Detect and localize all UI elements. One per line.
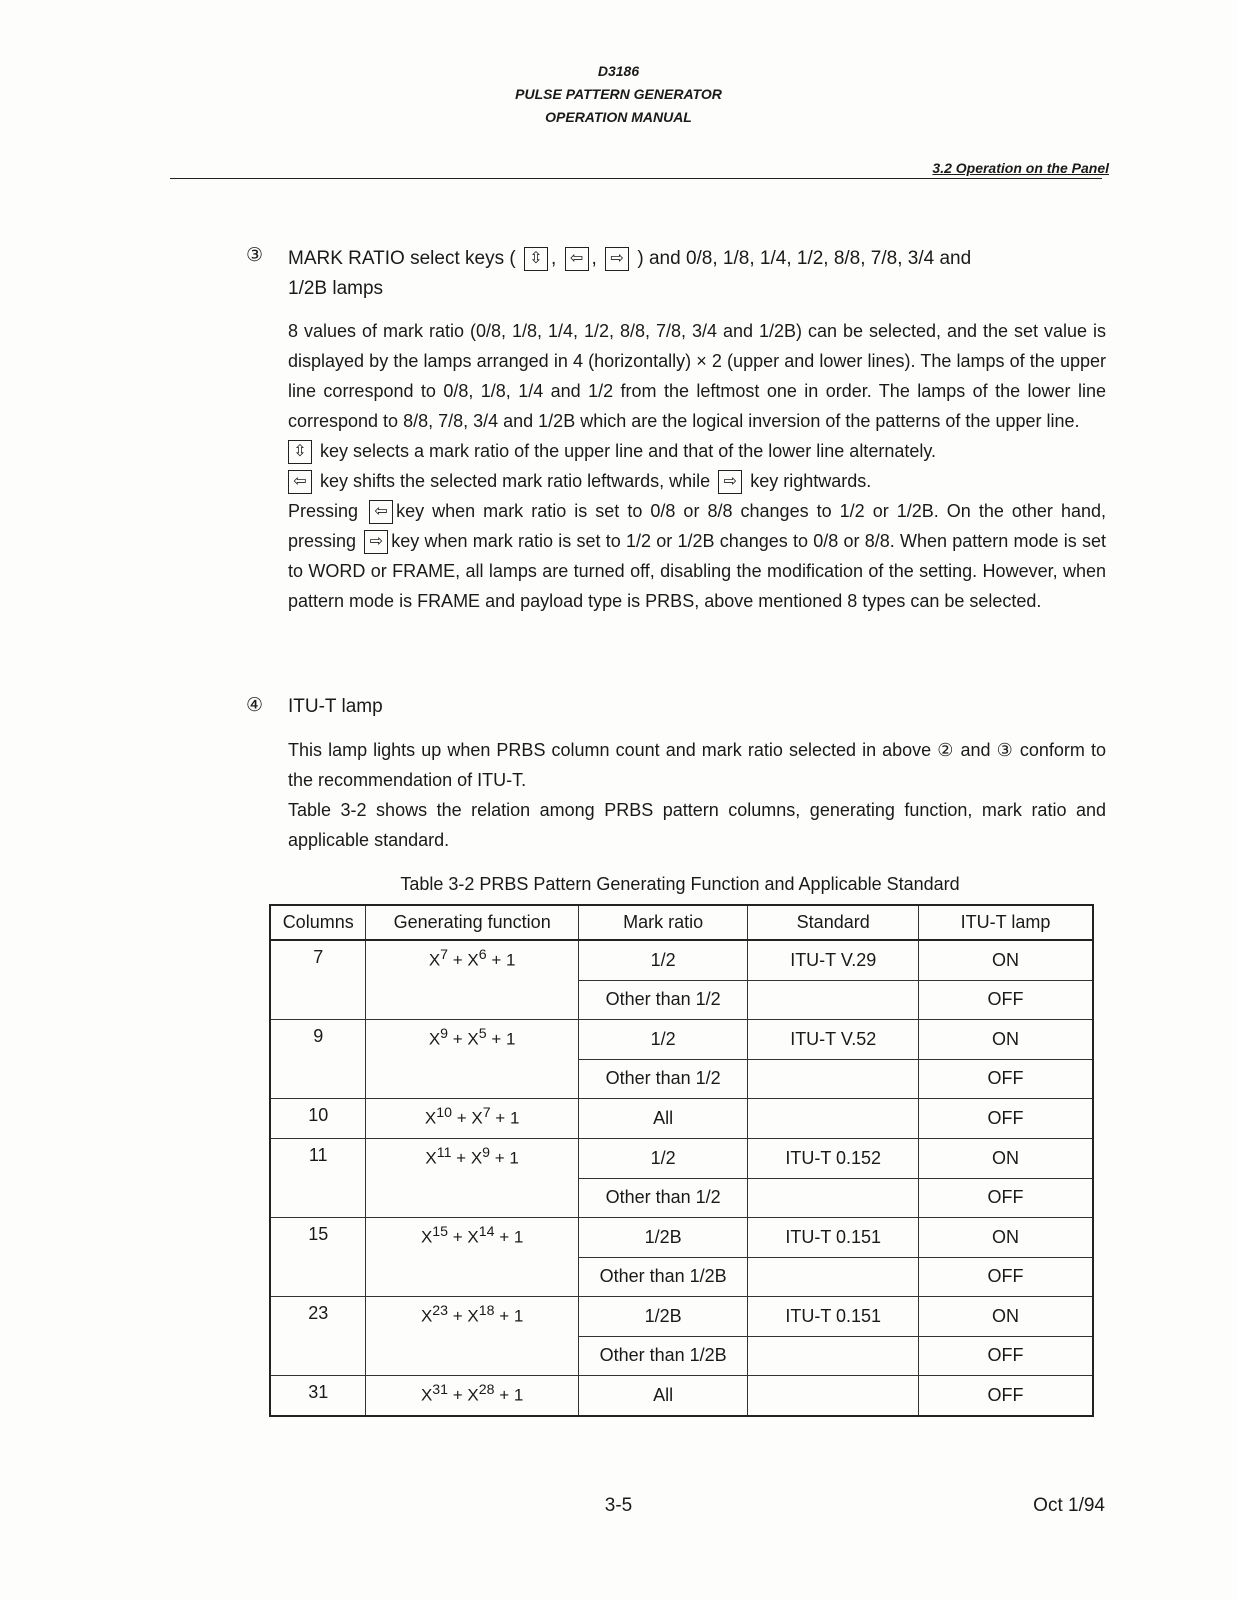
table-row <box>270 1139 1093 1179</box>
itu-t-lamp-cell: ON <box>919 1139 1093 1179</box>
standard-cell: ITU-T 0.151 <box>748 1297 919 1337</box>
itu-t-lamp-cell: OFF <box>919 1257 1093 1297</box>
item-3-title-start: MARK RATIO select keys ( <box>288 248 516 269</box>
right-arrow-key-icon: ⇨ <box>364 530 388 554</box>
itu-t-lamp-cell: OFF <box>919 980 1093 1020</box>
columns-cell <box>270 980 366 1020</box>
item-3-number: ③ <box>246 245 264 266</box>
table-row <box>270 1336 1093 1376</box>
revision-date: Oct 1/94 <box>1033 1495 1105 1516</box>
mark-ratio-cell: 1/2 <box>578 940 748 980</box>
standard-cell <box>748 980 919 1020</box>
updown-key-description: ⇳ key selects a mark ratio of the upper line and that of the lower line alternately. <box>288 436 1106 466</box>
generating-function-cell: $X^{15} + X^{14} + 1$ <box>366 1218 579 1258</box>
item-4-paragraph-1: This lamp lights up when PRBS column count and mark ratio selected in above ② and ③ conform to the recommendation of ITU-T. <box>288 740 1106 790</box>
standard-cell <box>748 1336 919 1376</box>
generating-function-cell: $X^{11} + X^9 + 1$ <box>366 1139 579 1179</box>
table-row <box>270 1020 1093 1060</box>
table-row <box>270 940 1093 980</box>
table-row <box>270 1178 1093 1218</box>
column-header: Columns <box>270 905 366 940</box>
up-down-arrow-key-icon: ⇳ <box>288 440 312 464</box>
product-name: PULSE PATTERN GENERATOR <box>515 86 722 102</box>
generating-function-cell <box>366 1257 579 1297</box>
left-right-key-description: ⇦ key shifts the selected mark ratio leftwards, while ⇨ key rightwards. <box>288 466 1106 496</box>
document-header <box>0 60 1237 129</box>
mark-ratio-cell: All <box>578 1376 748 1417</box>
itu-t-lamp-cell: OFF <box>919 1099 1093 1139</box>
header-rule <box>170 178 1102 179</box>
generating-function-cell: $X^9 + X^5 + 1$ <box>366 1020 579 1060</box>
prbs-table <box>269 904 1094 1417</box>
item-4-body <box>288 735 1106 855</box>
itu-t-lamp-cell: OFF <box>919 1376 1093 1417</box>
mark-ratio-cell: Other than 1/2 <box>578 1059 748 1099</box>
mark-ratio-cell: 1/2 <box>578 1020 748 1060</box>
columns-cell <box>270 1059 366 1099</box>
table-row <box>270 1297 1093 1337</box>
manual-name: OPERATION MANUAL <box>545 109 692 125</box>
itu-t-lamp-cell: OFF <box>919 1336 1093 1376</box>
generating-function-cell: $X^{23} + X^{18} + 1$ <box>366 1297 579 1337</box>
table-row <box>270 1099 1093 1139</box>
table-row <box>270 980 1093 1020</box>
left-arrow-key-icon: ⇦ <box>565 247 589 271</box>
standard-cell: ITU-T 0.151 <box>748 1218 919 1258</box>
itu-t-lamp-cell: ON <box>919 1297 1093 1337</box>
item-4-title: ITU-T lamp <box>288 696 383 717</box>
generating-function-cell <box>366 980 579 1020</box>
table-row <box>270 1218 1093 1258</box>
columns-cell: 9 <box>270 1020 366 1060</box>
mark-ratio-cell: Other than 1/2B <box>578 1336 748 1376</box>
mark-ratio-cell: 1/2B <box>578 1218 748 1258</box>
mark-ratio-cell: Other than 1/2 <box>578 1178 748 1218</box>
mark-ratio-cell: All <box>578 1099 748 1139</box>
itu-t-lamp-cell: ON <box>919 940 1093 980</box>
standard-cell <box>748 1376 919 1417</box>
column-header: Mark ratio <box>578 905 748 940</box>
table-row <box>270 1059 1093 1099</box>
generating-function-cell: $X^7 + X^6 + 1$ <box>366 940 579 980</box>
right-arrow-key-icon: ⇨ <box>718 470 742 494</box>
itu-t-lamp-cell: ON <box>919 1218 1093 1258</box>
item-4-number: ④ <box>246 695 264 716</box>
generating-function-cell: $X^{31} + X^{28} + 1$ <box>366 1376 579 1417</box>
column-header: Standard <box>748 905 919 940</box>
itu-t-lamp-cell: ON <box>919 1020 1093 1060</box>
table-header-row <box>270 905 1093 940</box>
left-arrow-key-icon: ⇦ <box>288 470 312 494</box>
item-3-title-end: ) and 0/8, 1/8, 1/4, 1/2, 8/8, 7/8, 3/4 and <box>637 248 972 269</box>
mark-ratio-cell: Other than 1/2 <box>578 980 748 1020</box>
item-4-paragraph-2: Table 3-2 shows the relation among PRBS pattern columns, generating function, mark ratio and applicable standard. <box>288 800 1106 850</box>
left-arrow-key-icon: ⇦ <box>369 500 393 524</box>
columns-cell <box>270 1257 366 1297</box>
standard-cell <box>748 1099 919 1139</box>
columns-cell <box>270 1178 366 1218</box>
columns-cell: 10 <box>270 1099 366 1139</box>
pressing-description: Pressing ⇦ key when mark ratio is set to 0/8 or 8/8 changes to 1/2 or 1/2B. On the other hand, pressing ⇨ key when mark ratio is set to 1/2 or 1/2B changes to 0/8 or 8/8. When pattern mode is set to WORD or FRAME, all lamps are turned off, disabling the modification of the setting. However, when pattern mode is FRAME and payload type is PRBS, above mentioned 8 types can be selected. <box>288 501 1106 611</box>
standard-cell <box>748 1257 919 1297</box>
model-number: D3186 <box>597 63 640 79</box>
standard-cell: ITU-T V.29 <box>748 940 919 980</box>
standard-cell: ITU-T V.52 <box>748 1020 919 1060</box>
columns-cell: 31 <box>270 1376 366 1417</box>
item-3-title: MARK RATIO select keys ( ⇳ , ⇦ , ⇨ ) and 0/8, 1/8, 1/4, 1/2, 8/8, 7/8, 3/4 and 1/2B lamps <box>288 248 972 299</box>
table-row <box>270 1376 1093 1417</box>
columns-cell: 7 <box>270 940 366 980</box>
columns-cell <box>270 1336 366 1376</box>
table-row <box>270 1257 1093 1297</box>
columns-cell: 11 <box>270 1139 366 1179</box>
standard-cell: ITU-T 0.152 <box>748 1139 919 1179</box>
generating-function-cell <box>366 1178 579 1218</box>
generating-function-cell: $X^{10} + X^7 + 1$ <box>366 1099 579 1139</box>
itu-t-lamp-cell: OFF <box>919 1178 1093 1218</box>
item-3-paragraph: 8 values of mark ratio (0/8, 1/8, 1/4, 1/2, 8/8, 7/8, 3/4 and 1/2B) can be selected, and the set value is displayed by the lamps arranged in 4 (horizontally) × 2 (upper and lower lines). The lamps of the upper line correspond to 0/8, 1/8, 1/4 and 1/2 from the leftmost one in order. The lamps of the lower line correspond to 8/8, 7/8, 3/4 and 1/2B which are the logical inversion of the patterns of the upper line. <box>288 321 1106 431</box>
item-3-body <box>288 316 1106 616</box>
mark-ratio-cell: Other than 1/2B <box>578 1257 748 1297</box>
columns-cell: 15 <box>270 1218 366 1258</box>
mark-ratio-cell: 1/2B <box>578 1297 748 1337</box>
generating-function-cell <box>366 1059 579 1099</box>
up-down-arrow-key-icon: ⇳ <box>524 247 548 271</box>
page-number: 3-5 <box>604 1495 633 1516</box>
standard-cell <box>748 1178 919 1218</box>
table-caption: Table 3-2 PRBS Pattern Generating Function and Applicable Standard <box>400 874 960 894</box>
columns-cell: 23 <box>270 1297 366 1337</box>
standard-cell <box>748 1059 919 1099</box>
column-header: Generating function <box>366 905 579 940</box>
column-header: ITU-T lamp <box>919 905 1093 940</box>
itu-t-lamp-cell: OFF <box>919 1059 1093 1099</box>
right-arrow-key-icon: ⇨ <box>605 247 629 271</box>
item-3-title-line2: 1/2B lamps <box>288 278 384 299</box>
mark-ratio-cell: 1/2 <box>578 1139 748 1179</box>
section-reference: 3.2 Operation on the Panel <box>932 160 1109 176</box>
generating-function-cell <box>366 1336 579 1376</box>
